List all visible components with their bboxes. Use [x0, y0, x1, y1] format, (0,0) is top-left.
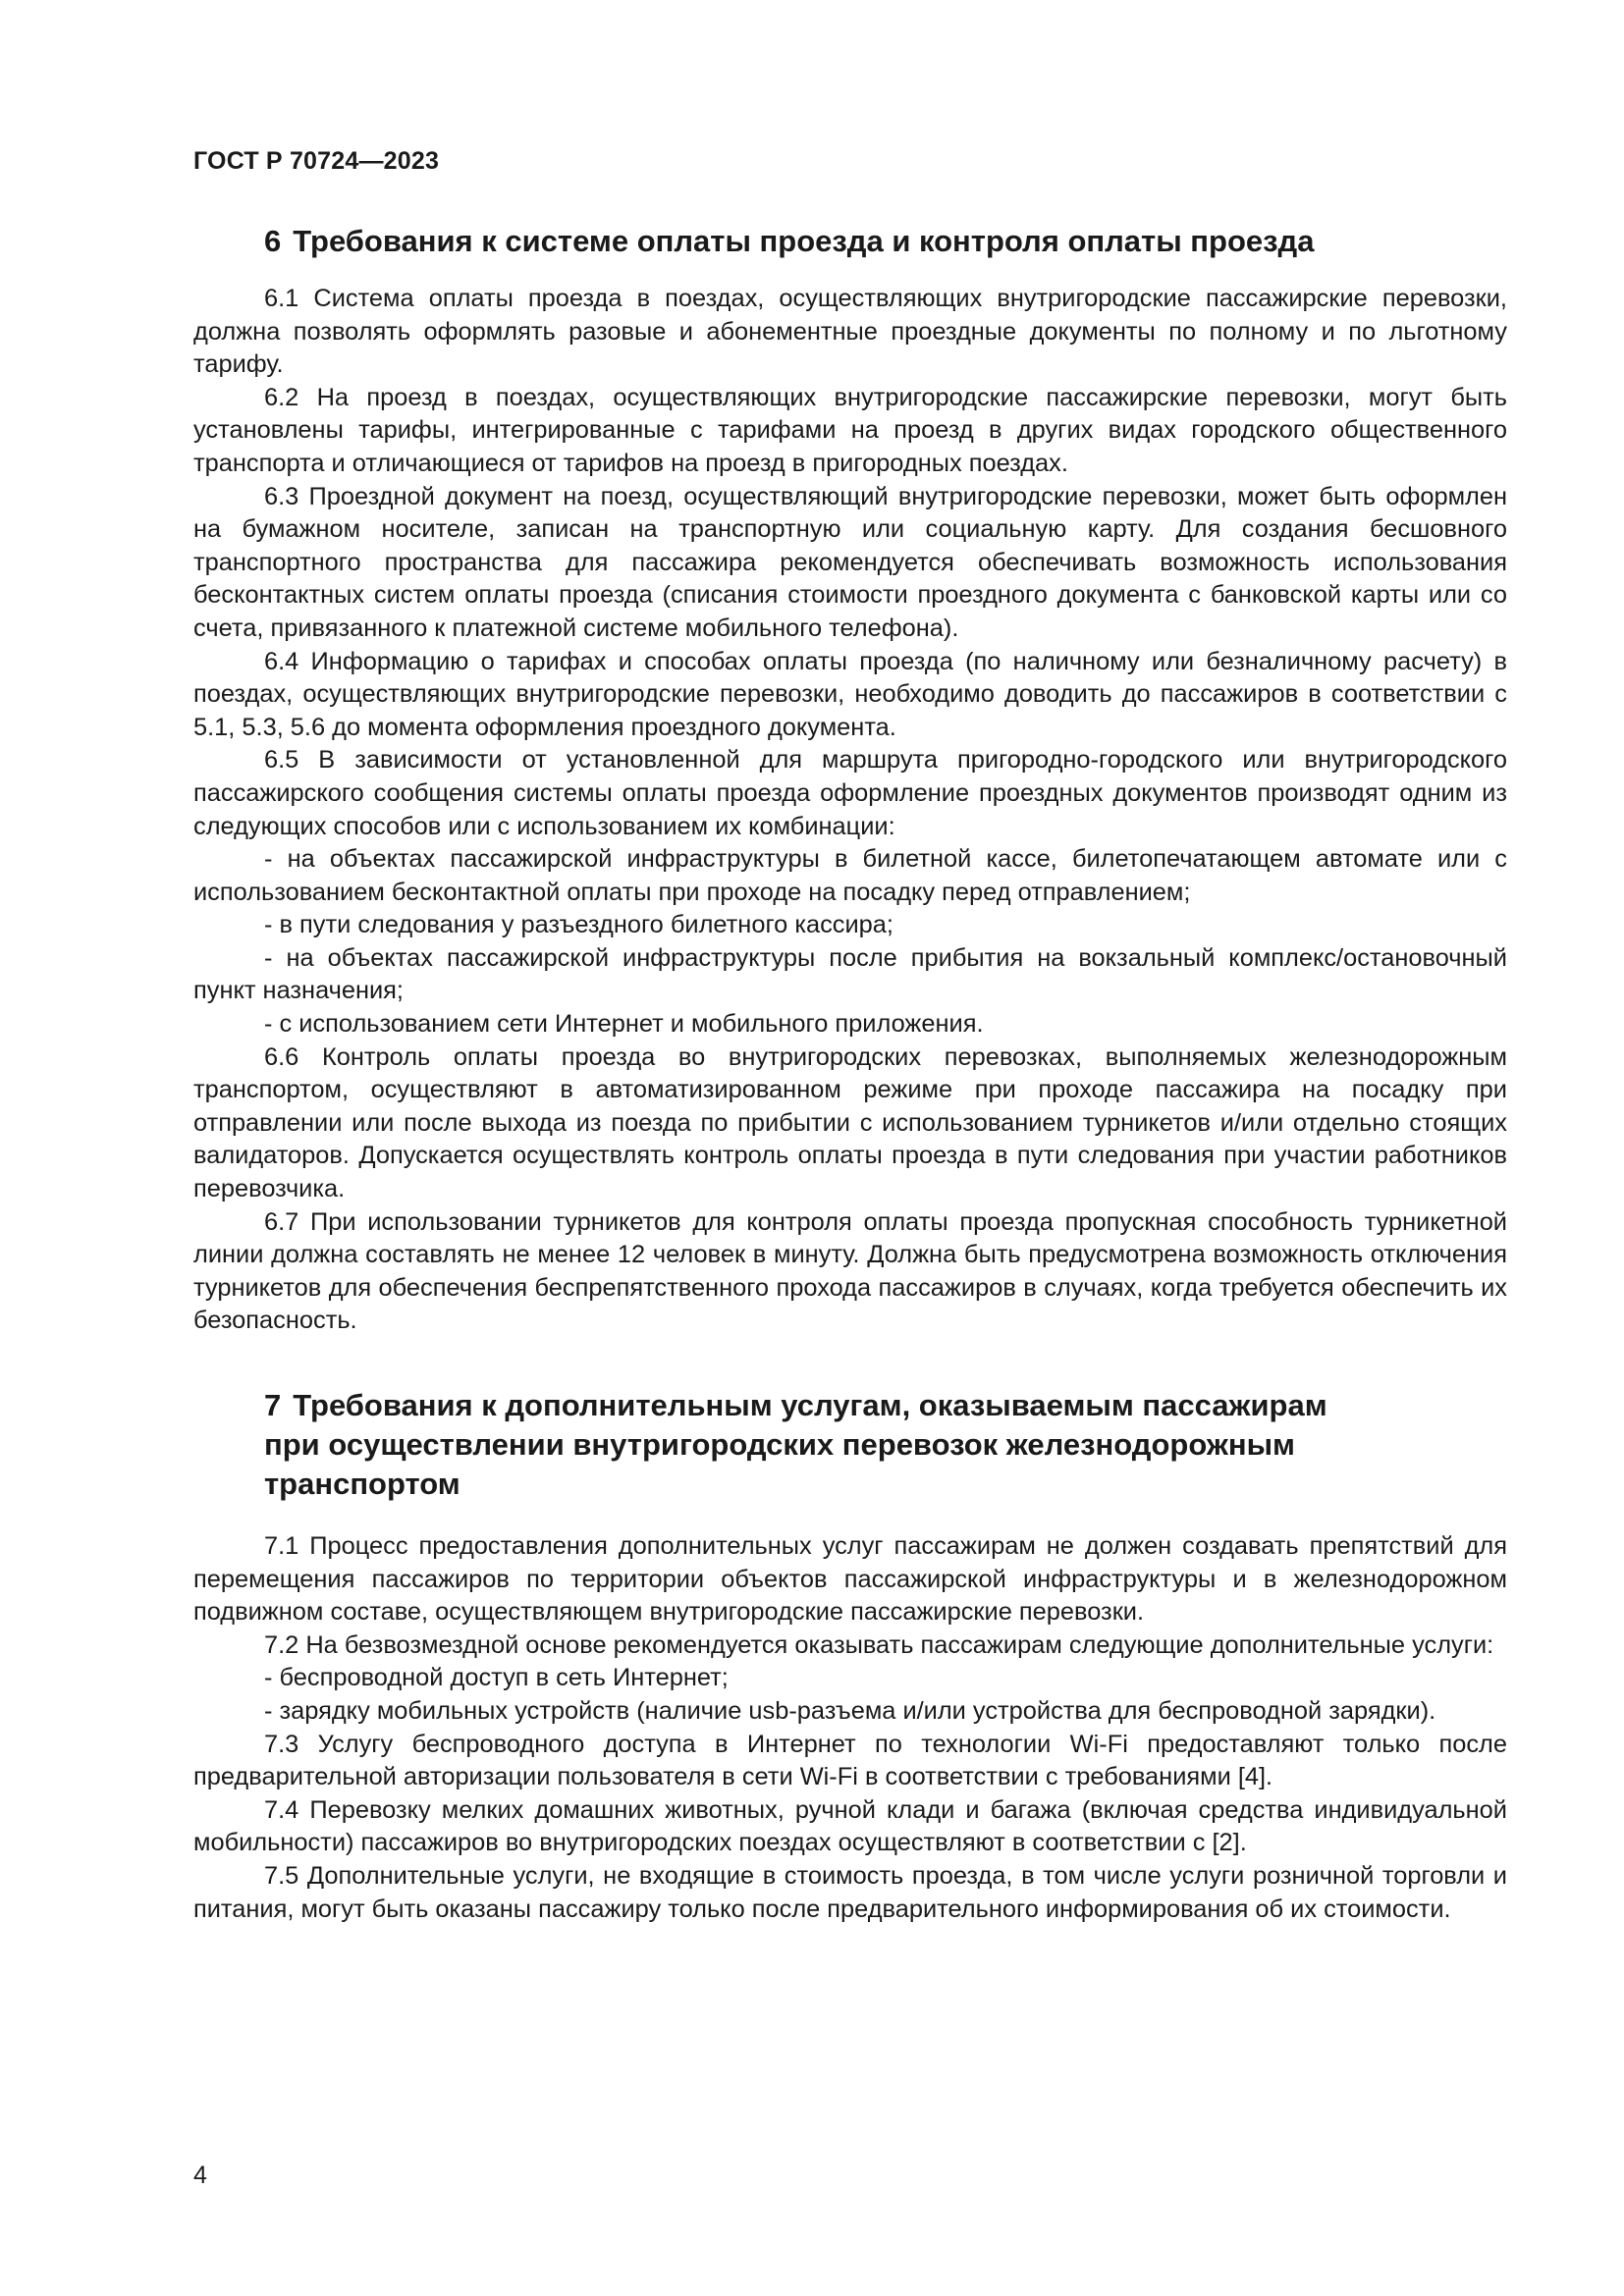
paragraph-6-2: 6.2 На проезд в поездах, осуществляющих внутригородские пассажирские перевозки, могут быть установлены тарифы, интегрированные с тарифами на проезд в других видах городского общественного транспорта и отличающиеся от тарифов на проезд в пригородных поездах.: [193, 383, 1507, 477]
paragraph-7-5: 7.5 Дополнительные услуги, не входящие в стоимость проезда, в том числе услуги розничной торговли и питания, могут быть оказаны пассажиру только после предварительного информирования об их стоимости.: [193, 1861, 1507, 1923]
section-7-title-line-3: транспортом: [264, 1467, 460, 1501]
paragraph-7-2: 7.2 На безвозмездной основе рекомендуется оказывать пассажирам следующие дополнительные услуги:: [264, 1630, 1494, 1659]
section-7-title-line-2: при осуществлении внутригородских перевозок железнодорожным: [264, 1427, 1295, 1462]
list-item-7-2-2: - зарядку мобильных устройств (наличие usb-разъема и/или устройства для беспроводной зарядки).: [264, 1696, 1436, 1725]
paragraph-6-5: 6.5 В зависимости от установленной для маршрута пригородно-городского или внутригородского пассажирского сообщения системы оплаты проезда оформление проездных документов производят одним из следующих способов или с использованием их комбинации:: [193, 746, 1507, 840]
paragraph-7-3: 7.3 Услугу беспроводного доступа в Интернет по технологии Wi-Fi предоставляют только после предварительной авторизации пользователя в сети Wi-Fi в соответствии с требованиями [4].: [193, 1730, 1507, 1791]
paragraph-6-7: 6.7 При использовании турникетов для контроля оплаты проезда пропускная способность турникетной линии должна составлять не менее 12 человек в минуту. Должна быть предусмотрена возможность отключения турникетов для обеспечения беспрепятственного прохода пассажиров в случаях, когда требуется обеспечить их безопасность.: [193, 1207, 1507, 1335]
page-body: [193, 222, 1507, 1926]
section-6-number: 6: [264, 224, 282, 258]
list-item-6-5-1: - на объектах пассажирской инфраструктуры в билетной кассе, билетопечатающем автомате или с использованием бесконтактной оплаты при проходе на посадку перед отправлением;: [193, 845, 1507, 906]
standard-designation: ГОСТ Р 70724—2023: [193, 147, 440, 175]
list-item-6-5-3: - на объектах пассажирской инфраструктуры после прибытия на вокзальный комплекс/остановочный пункт назначения;: [193, 943, 1507, 1005]
paragraph-6-1: 6.1 Система оплаты проезда в поездах, осуществляющих внутригородские пассажирские перевозки, должна позволять оформлять разовые и абонементные проездные документы по полному и по льготному тарифу.: [193, 285, 1507, 379]
section-6-title: Требования к системе оплаты проезда и контроля оплаты проезда: [293, 224, 1315, 258]
paragraph-7-4: 7.4 Перевозку мелких домашних животных, ручной клади и багажа (включая средства индивидуальной мобильности) пассажиров во внутригородских поездах осуществляют в соответствии с [2].: [193, 1795, 1507, 1857]
paragraph-7-1: 7.1 Процесс предоставления дополнительных услуг пассажирам не должен создавать препятствий для перемещения пассажиров по территории объектов пассажирской инфраструктуры и в железнодорожном подвижном составе, осуществляющем внутригородские пассажирские перевозки.: [193, 1532, 1507, 1627]
page-number: 4: [193, 2162, 207, 2189]
section-6-heading: [193, 222, 1507, 261]
section-7-heading: [193, 1386, 1507, 1504]
section-7-title-line-1: 7 Требования к дополнительным услугам, оказываемым пассажирам: [264, 1388, 1327, 1422]
paragraph-6-3: 6.3 Проездной документ на поезд, осуществляющий внутригородские перевозки, может быть оформлен на бумажном носителе, записан на транспортную или социальную карту. Для создания бесшовного транспортного пространства для пассажира рекомендуется обеспечивать возможность использования бесконтактных систем оплаты проезда (списания стоимости проездного документа с банковской карты или со счета, привязанного к платежной системе мобильного телефона).: [193, 482, 1507, 642]
paragraph-6-4: 6.4 Информацию о тарифах и способах оплаты проезда (по наличному или безналичному расчету) в поездах, осуществляющих внутригородские перевозки, необходимо доводить до пассажиров в соответствии с 5.1, 5.3, 5.6 до момента оформления проездного документа.: [193, 647, 1507, 741]
list-item-6-5-2: - в пути следования у разъездного билетного кассира;: [264, 911, 893, 939]
list-item-6-5-4: - с использованием сети Интернет и мобильного приложения.: [264, 1010, 984, 1039]
list-item-7-2-1: - беспроводной доступ в сеть Интернет;: [264, 1664, 729, 1692]
paragraph-6-6: 6.6 Контроль оплаты проезда во внутригородских перевозках, выполняемых железнодорожным транспортом, осуществляют в автоматизированном режиме при проходе пассажира на посадку при отправлении или после выхода из поезда по прибытии с использованием турникетов и/или отдельно стоящих валидаторов. Допускается осуществлять контроль оплаты проезда в пути следования при участии работников перевозчика.: [193, 1042, 1507, 1203]
section-7-number: 7: [264, 1388, 282, 1422]
